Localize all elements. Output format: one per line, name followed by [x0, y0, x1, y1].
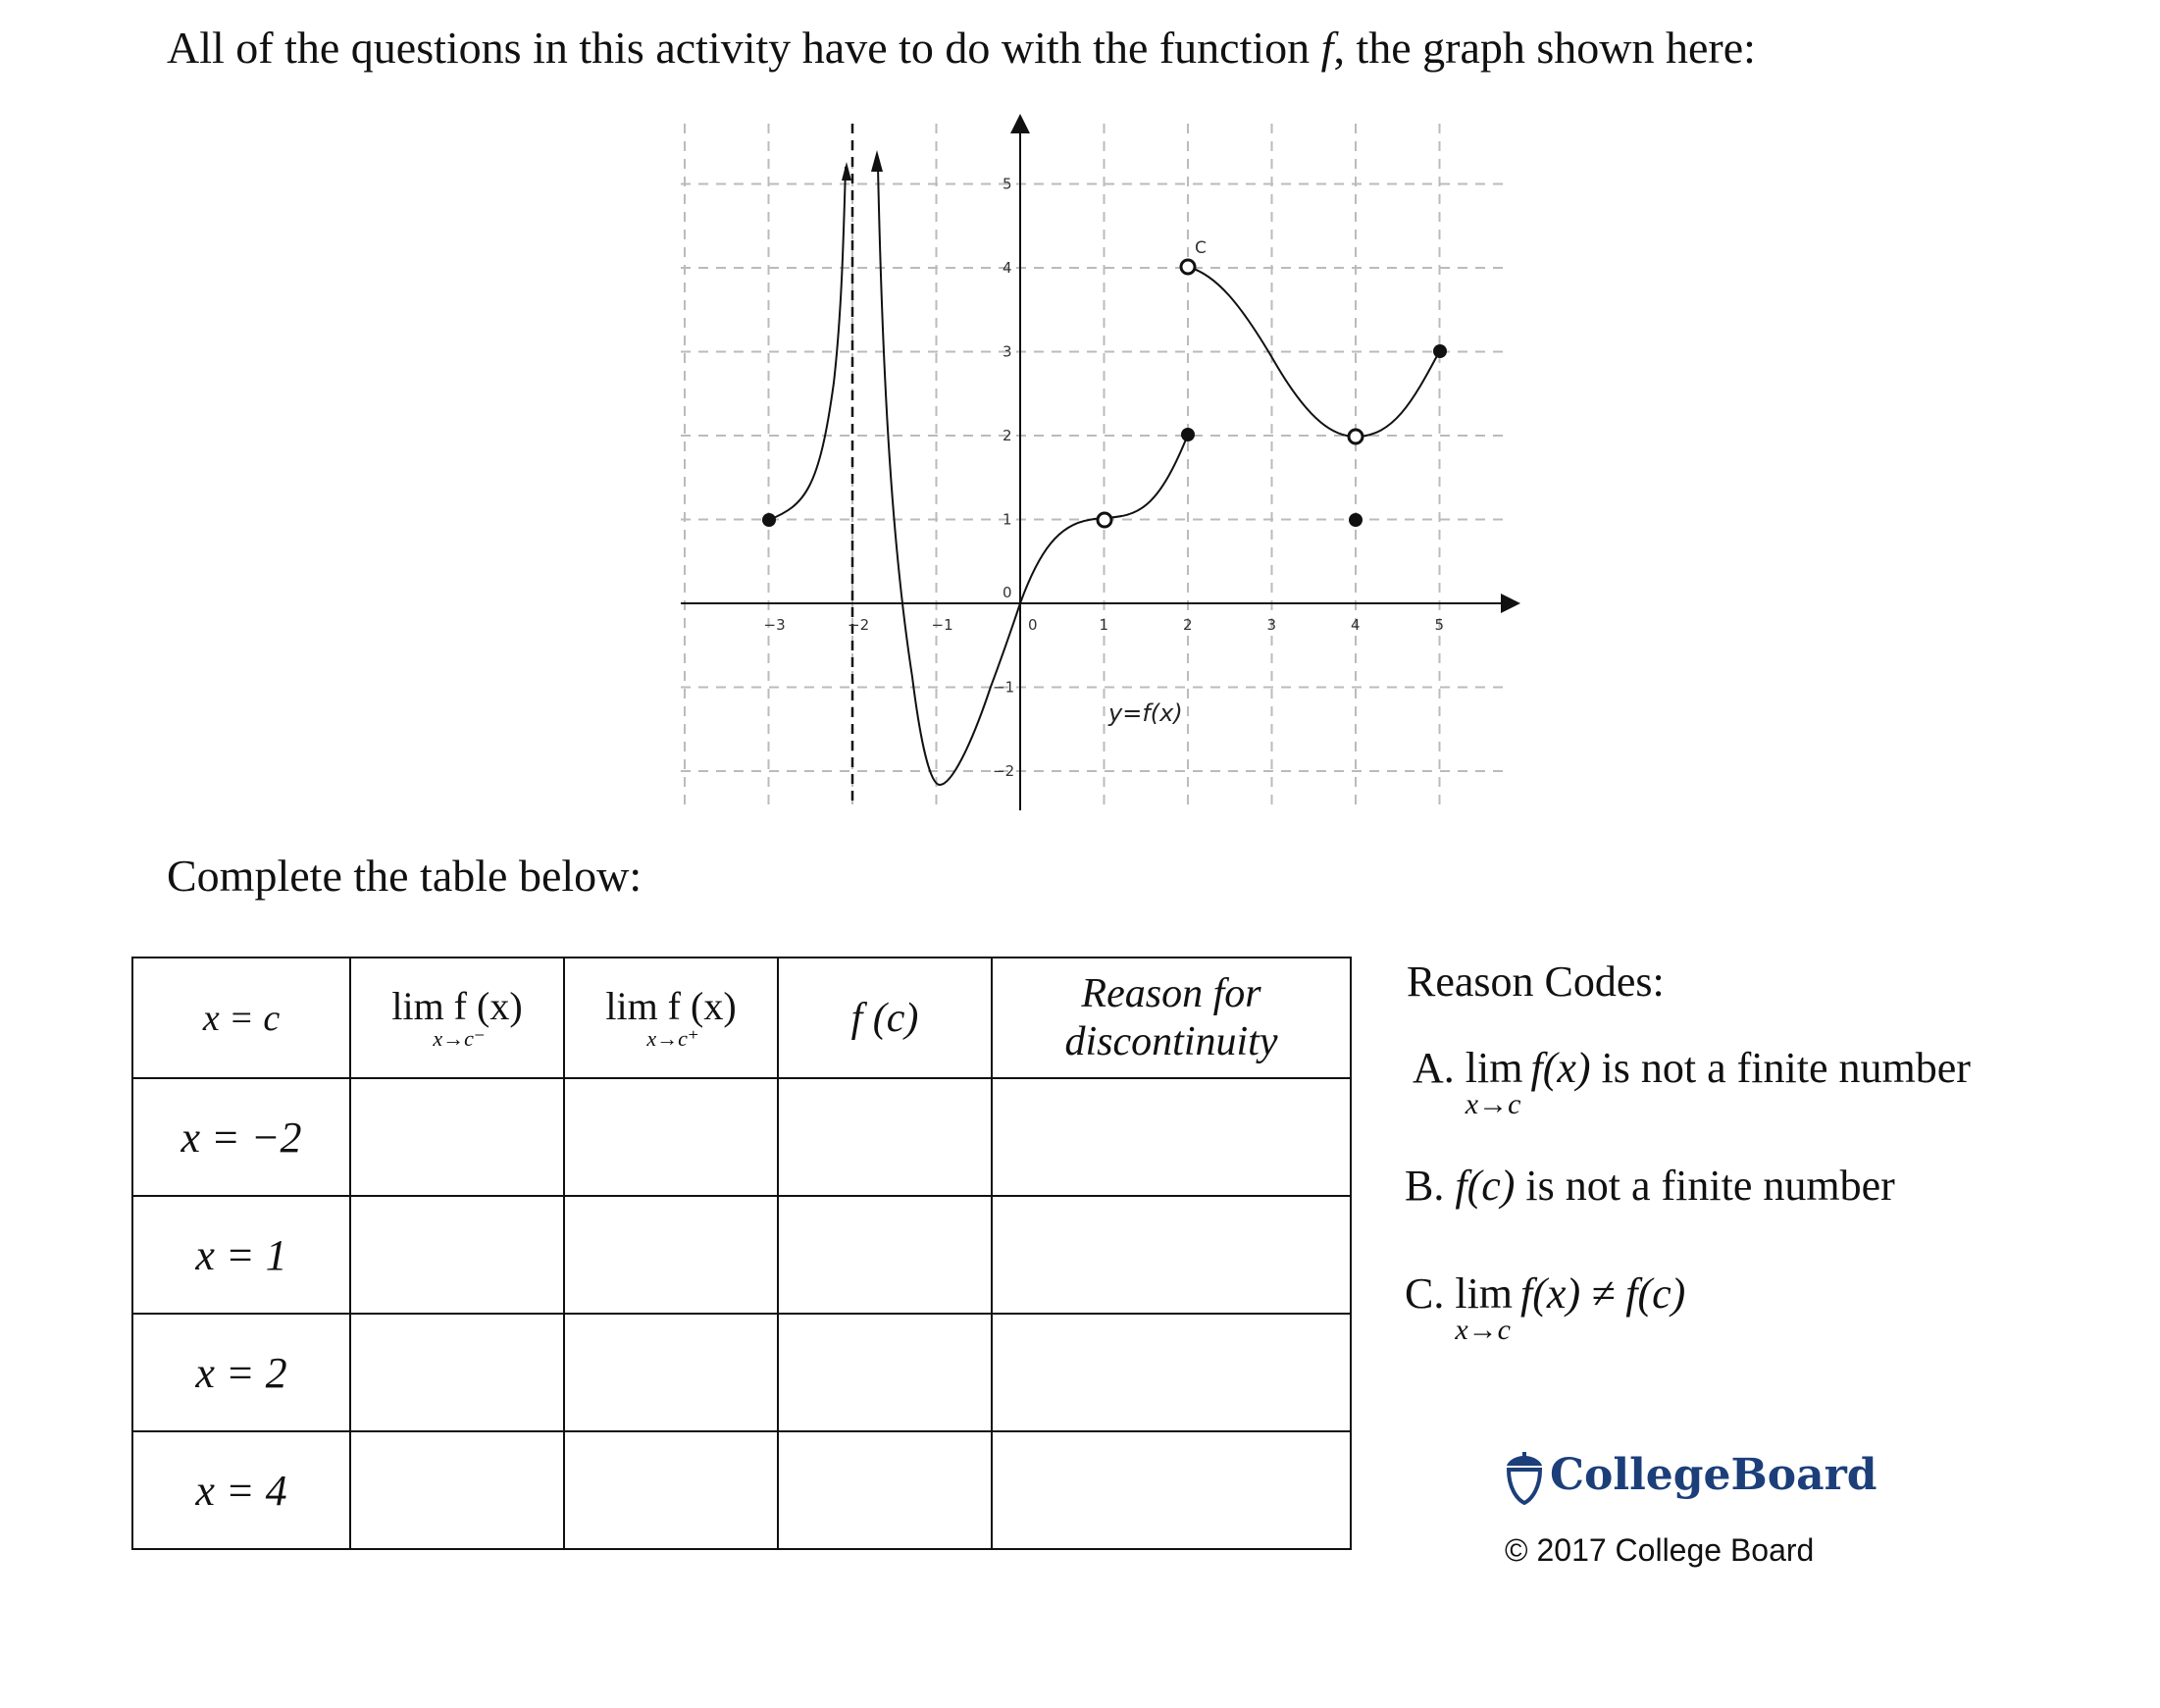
- x-tick-label: 0: [1028, 616, 1038, 634]
- y-tick-label: 4: [1003, 259, 1012, 277]
- x-tick-label: −1: [931, 616, 953, 634]
- answer-cell[interactable]: [350, 1078, 564, 1196]
- answer-cell[interactable]: [992, 1314, 1351, 1431]
- x-tick-label: 3: [1266, 616, 1277, 634]
- closed-point: [1181, 428, 1195, 441]
- closed-point: [1349, 513, 1363, 527]
- reason-code-c: C. lim x→c f(x) ≠ f(c): [1405, 1269, 1686, 1346]
- table-row: [132, 1431, 1351, 1549]
- y-tick-label: −2: [993, 762, 1015, 780]
- open-point: [1098, 513, 1111, 527]
- answer-cell[interactable]: [564, 1314, 778, 1431]
- y-tick-label: 5: [1003, 175, 1012, 193]
- answer-cell[interactable]: [564, 1196, 778, 1314]
- grid-lines: [681, 124, 1511, 810]
- y-tick-label: 0: [1003, 584, 1012, 601]
- y-tick-label: 2: [1003, 427, 1012, 444]
- answer-cell[interactable]: [778, 1431, 992, 1549]
- open-point: [1349, 430, 1363, 443]
- header-reason: Reason for discontinuity: [992, 958, 1351, 1078]
- table-header-row: [132, 958, 1351, 1078]
- closed-point: [762, 513, 776, 527]
- discontinuity-table: [131, 957, 1352, 1550]
- left-branch: [769, 167, 846, 520]
- curve-label: y=f(x): [1108, 699, 1183, 727]
- row-x-value: x = 4: [132, 1431, 350, 1549]
- table-row: [132, 1314, 1351, 1431]
- x-tick-label: 1: [1099, 616, 1109, 634]
- row-x-value: x = −2: [132, 1078, 350, 1196]
- acorn-icon: [1503, 1452, 1546, 1505]
- row-x-value: x = 2: [132, 1314, 350, 1431]
- x-tick-label: 5: [1434, 616, 1445, 634]
- closed-point: [1433, 344, 1447, 358]
- reason-code-a: A. lim x→c f(x) is not a finite number: [1413, 1044, 1971, 1120]
- up-arrow-left: [842, 162, 851, 181]
- answer-cell[interactable]: [992, 1078, 1351, 1196]
- intro-text: All of the questions in this activity have to do with the function f, the graph shown here:: [167, 23, 1756, 73]
- answer-cell[interactable]: [350, 1314, 564, 1431]
- y-tick-labels: [993, 176, 1014, 781]
- answer-cell[interactable]: [350, 1431, 564, 1549]
- reason-code-b: B. f(c) is not a finite number: [1405, 1162, 1895, 1210]
- y-tick-label: −1: [993, 678, 1015, 697]
- answer-cell[interactable]: [350, 1196, 564, 1314]
- table-row: [132, 1078, 1351, 1196]
- x-tick-label: −3: [763, 616, 786, 634]
- answer-cell[interactable]: [778, 1314, 992, 1431]
- right-branch: [1188, 267, 1440, 437]
- point-label-c: C: [1195, 238, 1207, 258]
- x-tick-label: −2: [848, 616, 870, 634]
- x-tick-labels: [764, 616, 1445, 634]
- copyright-text: © 2017 College Board: [1505, 1532, 1815, 1568]
- answer-cell[interactable]: [992, 1196, 1351, 1314]
- open-point: [1181, 260, 1195, 274]
- answer-cell[interactable]: [992, 1431, 1351, 1549]
- middle-branch: [878, 167, 1105, 785]
- table-row: [132, 1196, 1351, 1314]
- answer-cell[interactable]: [564, 1431, 778, 1549]
- reason-codes-title: Reason Codes:: [1407, 958, 1665, 1006]
- x-tick-label: 2: [1183, 616, 1193, 634]
- header-f-of-c: f (c): [778, 958, 992, 1078]
- answer-cell[interactable]: [778, 1078, 992, 1196]
- x-tick-label: 4: [1351, 616, 1361, 634]
- answer-cell[interactable]: [778, 1196, 992, 1314]
- header-left-limit: lim f (x) x→c⁻: [350, 958, 564, 1078]
- complete-table-prompt: Complete the table below:: [167, 851, 643, 901]
- y-tick-label: 1: [1003, 510, 1012, 529]
- collegeboard-logo: CollegeBoard: [1503, 1450, 1877, 1505]
- y-tick-label: 3: [1003, 342, 1012, 361]
- rising-piece: [1105, 435, 1188, 518]
- row-x-value: x = 1: [132, 1196, 350, 1314]
- header-x-equals-c: x = c: [132, 958, 350, 1078]
- header-right-limit: lim f (x) x→c⁺: [564, 958, 778, 1078]
- answer-cell[interactable]: [564, 1078, 778, 1196]
- up-arrow-right: [871, 150, 883, 172]
